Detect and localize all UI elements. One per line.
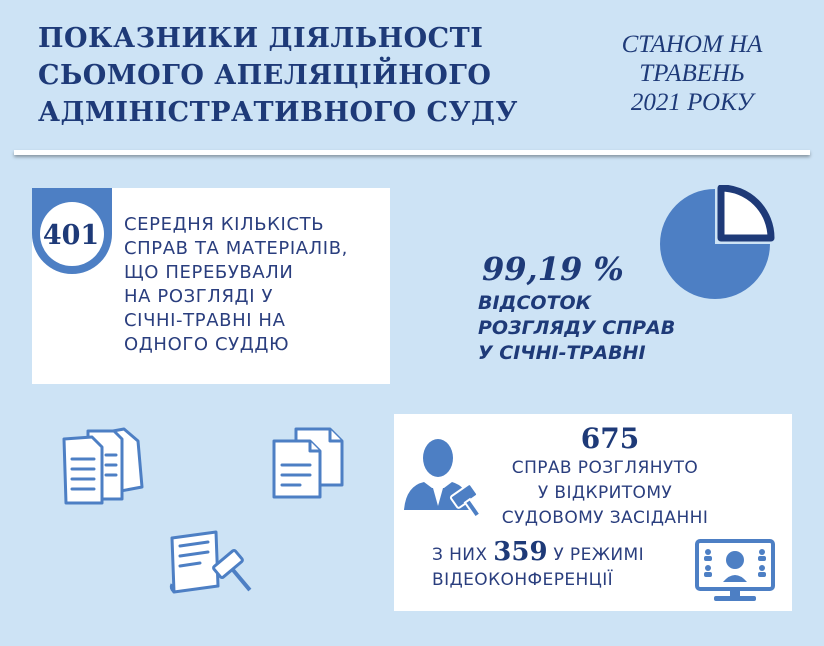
label-line: СЕРЕДНЯ КІЛЬКІСТЬ xyxy=(124,214,325,235)
date-line: СТАНОМ НА xyxy=(621,31,763,58)
pie-chart-icon xyxy=(660,185,778,299)
review-rate-value: 99,19 % xyxy=(482,250,624,288)
title-line: ПОКАЗНИКИ ДІЯЛЬНОСТІ xyxy=(38,23,484,54)
documents-icon xyxy=(58,425,146,507)
label-line: СІЧНІ-ТРАВНІ НА xyxy=(124,310,286,331)
avg-cases-label xyxy=(124,213,386,357)
law-book-gavel-icon xyxy=(166,528,258,598)
video-hearings-label xyxy=(432,537,692,593)
title-line: СЬОМОГО АПЕЛЯЦІЙНОГО xyxy=(38,60,492,91)
label-line: СУДОВОМУ ЗАСІДАННІ xyxy=(501,508,709,528)
date-line: 2021 РОКУ xyxy=(630,89,754,116)
open-hearings-label xyxy=(480,456,730,531)
review-rate-label xyxy=(478,291,678,366)
videoconference-icon xyxy=(694,538,776,604)
open-hearings-value: 675 xyxy=(580,422,640,455)
video-suffix: У РЕЖИМІ xyxy=(553,545,645,565)
label-line: ОДНОГО СУДДЮ xyxy=(124,334,290,355)
label-line: У СІЧНІ-ТРАВНІ xyxy=(478,342,646,364)
files-icon xyxy=(270,425,346,499)
label-line: НА РОЗГЛЯДІ У xyxy=(124,286,274,307)
video-hearings-value: 359 xyxy=(493,537,548,567)
avg-cases-value: 401 xyxy=(42,220,100,251)
label-line: У ВІДКРИТОМУ xyxy=(537,483,673,503)
label-line: РОЗГЛЯДУ СПРАВ xyxy=(478,317,676,339)
title-line: АДМІНІСТРАТИВНОГО СУДУ xyxy=(38,97,518,128)
date-line: ТРАВЕНЬ xyxy=(639,60,745,87)
judge-gavel-icon xyxy=(400,432,486,516)
video-line2: ВІДЕОКОНФЕРЕНЦІЇ xyxy=(432,570,614,590)
label-line: ВІДСОТОК xyxy=(478,292,592,314)
video-prefix: З НИХ xyxy=(432,545,488,565)
report-date xyxy=(572,30,812,117)
label-line: СПРАВ РОЗГЛЯНУТО xyxy=(511,458,699,478)
label-line: ЩО ПЕРЕБУВАЛИ xyxy=(124,262,294,283)
page-title xyxy=(38,20,558,131)
header-divider xyxy=(14,150,810,155)
label-line: СПРАВ ТА МАТЕРІАЛІВ, xyxy=(124,238,348,259)
